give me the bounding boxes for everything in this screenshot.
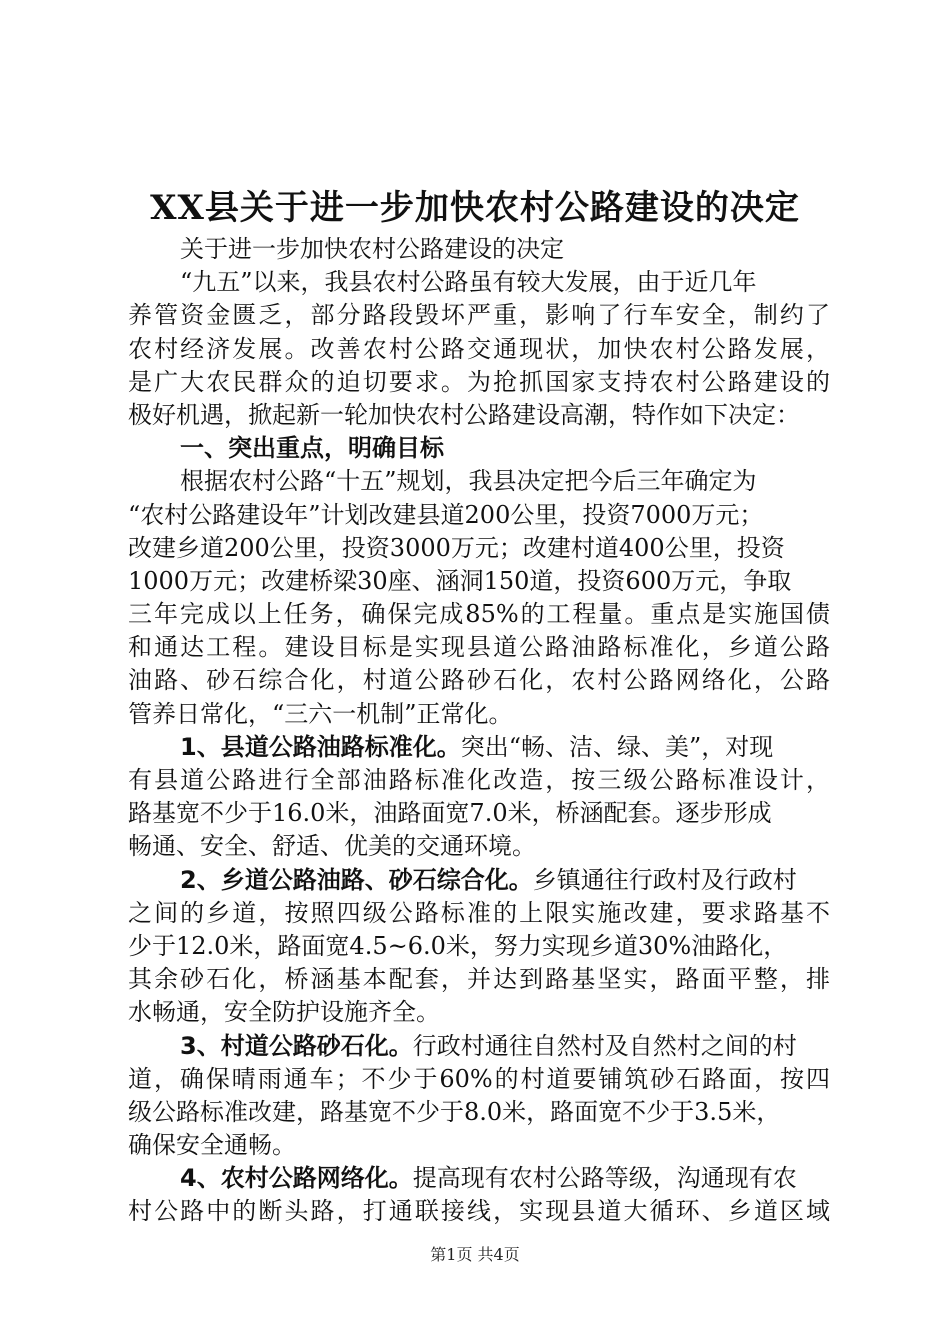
body-line: 改建乡道200公里，投资3000万元；改建村道400公里，投资 (128, 533, 785, 562)
body-line: 路基宽不少于16.0米，油路面宽7.0米，桥涵配套。逐步形成 (128, 799, 772, 828)
body-line: 4、农村公路网络化。提高现有农村公路等级，沟通现有农 (180, 1164, 797, 1193)
body-line: 畅通、安全、舒适、优美的交通环境。 (128, 832, 536, 861)
body-line: 是广大农民群众的迫切要求。为抢抓国家支持农村公路建设的 (128, 367, 830, 396)
body-line: “农村公路建设年”计划改建县道200公里，投资7000万元； (128, 500, 764, 529)
body-line: 三年完成以上任务，确保完成85%的工程量。重点是实施国债 (128, 600, 830, 629)
body-line: 其余砂石化，桥涵基本配套，并达到路基坚实，路面平整，排 (128, 965, 830, 994)
body-line: 3、村道公路砂石化。行政村通往自然村及自然村之间的村 (180, 1031, 797, 1060)
item-heading: 2、乡道公路油路、砂石综合化。 (180, 865, 533, 894)
document-title: XX县关于进一步加快农村公路建设的决定 (150, 188, 800, 228)
body-line: 农村经济发展。改善农村公路交通现状，加快农村公路发展， (128, 334, 830, 363)
body-line: 1、县道公路油路标准化。突出“畅、洁、绿、美”，对现 (180, 732, 774, 761)
page-footer: 第1页 共4页 (430, 1245, 520, 1264)
body-line: 水畅通，安全防护设施齐全。 (128, 998, 440, 1027)
document-body (128, 233, 830, 1229)
item-heading: 4、农村公路网络化。 (180, 1164, 413, 1193)
body-line: 少于12.0米，路面宽4.5~6.0米，努力实现乡道30%油路化， (128, 931, 788, 960)
body-line: 有县道公路进行全部油路标准化改造，按三级公路标准设计， (128, 766, 830, 794)
body-line: 油路、砂石综合化，村道公路砂石化，农村公路网络化，公路 (128, 666, 830, 695)
body-line: 村公路中的断头路，打通联接线，实现县道大循环、乡道区域 (128, 1197, 830, 1226)
body-line: 确保安全通畅。 (128, 1131, 296, 1160)
body-line: 之间的乡道，按照四级公路标准的上限实施改建，要求路基不 (128, 898, 830, 927)
section-heading: 一、突出重点，明确目标 (180, 434, 444, 463)
body-line: 道，确保晴雨通车；不少于60%的村道要铺筑砂石路面，按四 (128, 1064, 830, 1093)
body-line: 级公路标准改建，路基宽不少于8.0米，路面宽不少于3.5米， (128, 1097, 781, 1126)
item-heading: 3、村道公路砂石化。 (180, 1031, 413, 1060)
body-line: 管养日常化，“三六一机制”正常化。 (128, 699, 513, 728)
body-line: 1000万元；改建桥梁30座、涵洞150道，投资600万元，争取 (128, 566, 792, 595)
body-line: 2、乡道公路油路、砂石综合化。乡镇通往行政村及行政村 (180, 865, 797, 894)
body-line: 根据农村公路“十五”规划，我县决定把今后三年确定为 (180, 467, 757, 496)
body-line: “九五”以来，我县农村公路虽有较大发展，由于近几年 (180, 268, 757, 297)
body-line: 极好机遇，掀起新一轮加快农村公路建设高潮，特作如下决定： (128, 400, 800, 429)
body-line: 关于进一步加快农村公路建设的决定 (180, 235, 564, 263)
body-line: 和通达工程。建设目标是实现县道公路油路标准化，乡道公路 (128, 633, 830, 662)
item-heading: 1、县道公路油路标准化。 (180, 732, 461, 761)
body-line: 养管资金匮乏，部分路段毁坏严重，影响了行车安全，制约了 (128, 301, 830, 330)
